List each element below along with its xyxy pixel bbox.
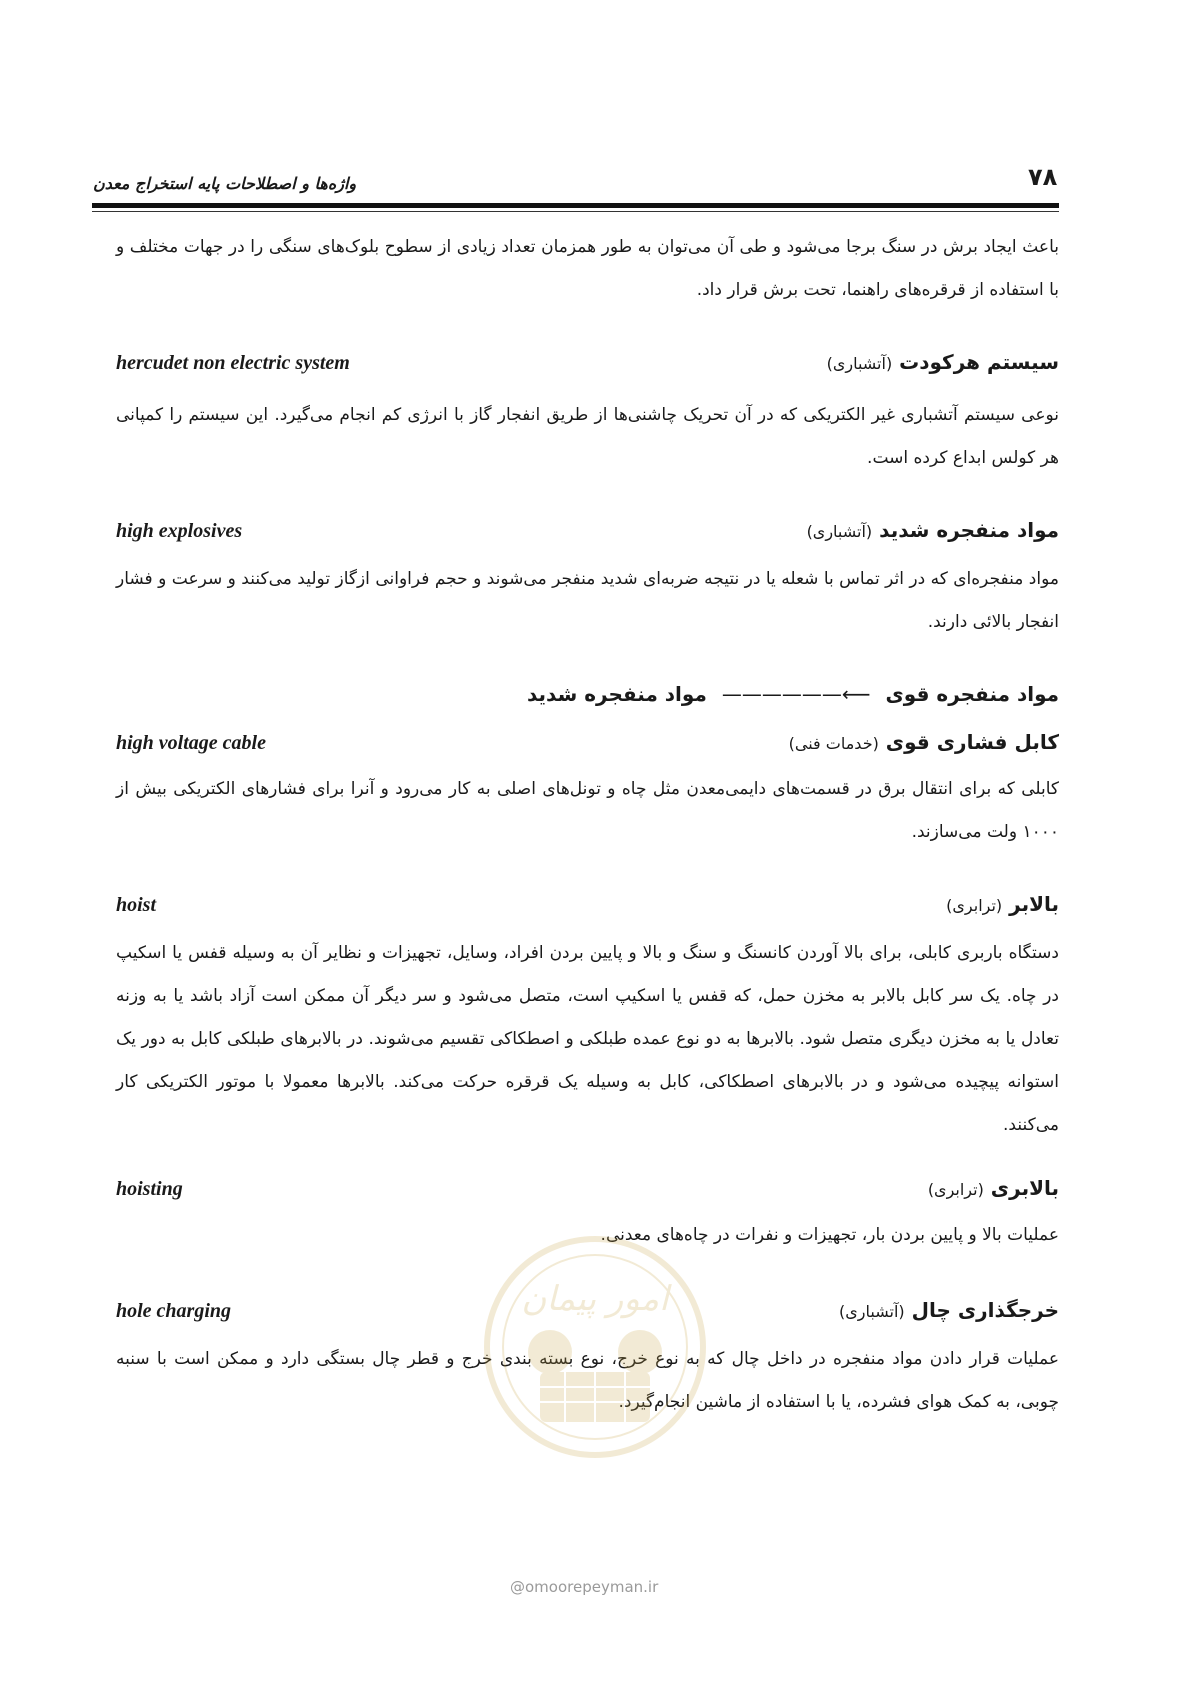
entry-heading <box>116 730 1059 764</box>
entry-definition: مواد منفجره‌ای که در اثر تماس با شعله یا در نتیجه ضربه‌ای شدید منفجر می‌شوند و حجم فراوانی ازگاز تولید می‌کنند و سرعت و فشار انفجار بالائی دارند. <box>116 569 1059 632</box>
term-persian <box>928 1176 1059 1200</box>
entry-definition: دستگاه باربری کابلی، برای بالا آوردن کانسنگ و سنگ و بالا و پایین بردن افراد، وسایل، تجهیزات و نظایر آن به وسیله قفس یا اسکیپ در چاه. یک سر کابل بالابر به مخزن حمل، که قفس یا اسکیپ است، متصل می‌شود و سر دیگر آن ممکن است آزاد باشد یا به وزنه تعادل یا به مخزن دیگری متصل شود. بالابرها به دو نوع عمده طبلکی و اصطکاکی تقسیم می‌شوند. در بالابرهای طبلکی کابل به دور یک استوانه پیچیده می‌شود و در بالابرهای اصطکاکی، کابل به وسیله یک قرقره حرکت می‌کند. بالابرها معمولا با موتور الکتریکی کار می‌کنند. <box>116 943 1059 1135</box>
watermark-url: @omoorepeyman.ir <box>510 1578 659 1596</box>
term-persian-text: سیستم هرکودت <box>899 350 1059 374</box>
term-persian-text: بالابری <box>990 1176 1059 1200</box>
term-english: hoist <box>116 894 157 916</box>
entry-heading <box>116 350 1059 384</box>
running-title: واژه‌ها و اصطلاحات پایه استخراج معدن <box>93 174 357 193</box>
entry-definition: نوعی سیستم آتشباری غیر الکتریکی که در آن تحریک چاشنی‌ها از طریق انفجار گاز با انرژی کم انجام می‌گیرد. این سیستم را کمپانی هر کولس ابداع کرده است. <box>116 405 1059 468</box>
header-rule-thin <box>92 211 1059 212</box>
entry-definition: عملیات قرار دادن مواد منفجره در داخل چال که به نوع خرج، نوع بسته بندی خرج و قطر چال بستگی دارد و ممکن است با سنبه چوبی، به کمک هوای فشرده، یا با استفاده از ماشین انجام‌گیرد. <box>116 1349 1059 1412</box>
entry-definition: عملیات بالا و پایین بردن بار، تجهیزات و نفرات در چاه‌های معدنی. <box>600 1225 1059 1245</box>
term-english: high explosives <box>116 520 243 542</box>
term-category: (آتشباری) <box>839 1302 905 1321</box>
synonym-to: مواد منفجره شدید <box>526 682 707 706</box>
term-english: hole charging <box>116 1300 232 1322</box>
term-english: hoisting <box>116 1178 183 1200</box>
term-persian-text: بالابر <box>1009 892 1059 916</box>
entry-heading <box>116 1298 1059 1332</box>
term-category: (آتشباری) <box>826 354 893 373</box>
header-rule <box>92 203 1059 208</box>
term-persian-text: مواد منفجره شدید <box>879 518 1059 542</box>
term-persian-text: خرجگذاری چال <box>911 1298 1059 1322</box>
term-english: hercudet non electric system <box>116 352 350 374</box>
term-category: (ترابری) <box>946 896 1003 915</box>
term-category: (ترابری) <box>927 1180 984 1199</box>
term-category: (آتشباری) <box>806 522 873 541</box>
entry-heading <box>116 518 1059 552</box>
term-persian <box>827 350 1059 374</box>
entry-heading <box>116 892 1059 926</box>
term-english: high voltage cable <box>116 732 266 754</box>
term-persian <box>946 892 1059 916</box>
arrow-icon: ⟵—————— <box>721 682 871 706</box>
synonym-reference <box>116 682 1059 718</box>
watermark-seal-text: امور پیمان <box>521 1279 669 1319</box>
entry-definition: کابلی که برای انتقال برق در قسمت‌های دایمی‌معدن مثل چاه و تونل‌های اصلی به کار می‌رود و آنرا برای فشارهای الکتریکی بیش از ۱۰۰۰ ولت می‌سازند. <box>116 779 1059 842</box>
intro-paragraph: باعث ایجاد برش در سنگ برجا می‌شود و طی آن می‌توان به طور همزمان تعداد زیادی از سطوح بلوک‌های سنگی را در جهات مختلف و با استفاده از قرقره‌های راهنما، تحت برش قرار داد. <box>116 237 1059 300</box>
term-persian <box>789 730 1059 754</box>
synonym-from: مواد منفجره قوی <box>885 682 1059 706</box>
page-number: ۷۸ <box>1028 163 1058 191</box>
term-persian <box>839 1298 1059 1322</box>
term-category: (خدمات فنی) <box>788 734 879 753</box>
term-persian-text: کابل فشاری قوی <box>885 730 1059 754</box>
term-persian <box>807 518 1059 542</box>
entry-heading <box>116 1176 1059 1210</box>
